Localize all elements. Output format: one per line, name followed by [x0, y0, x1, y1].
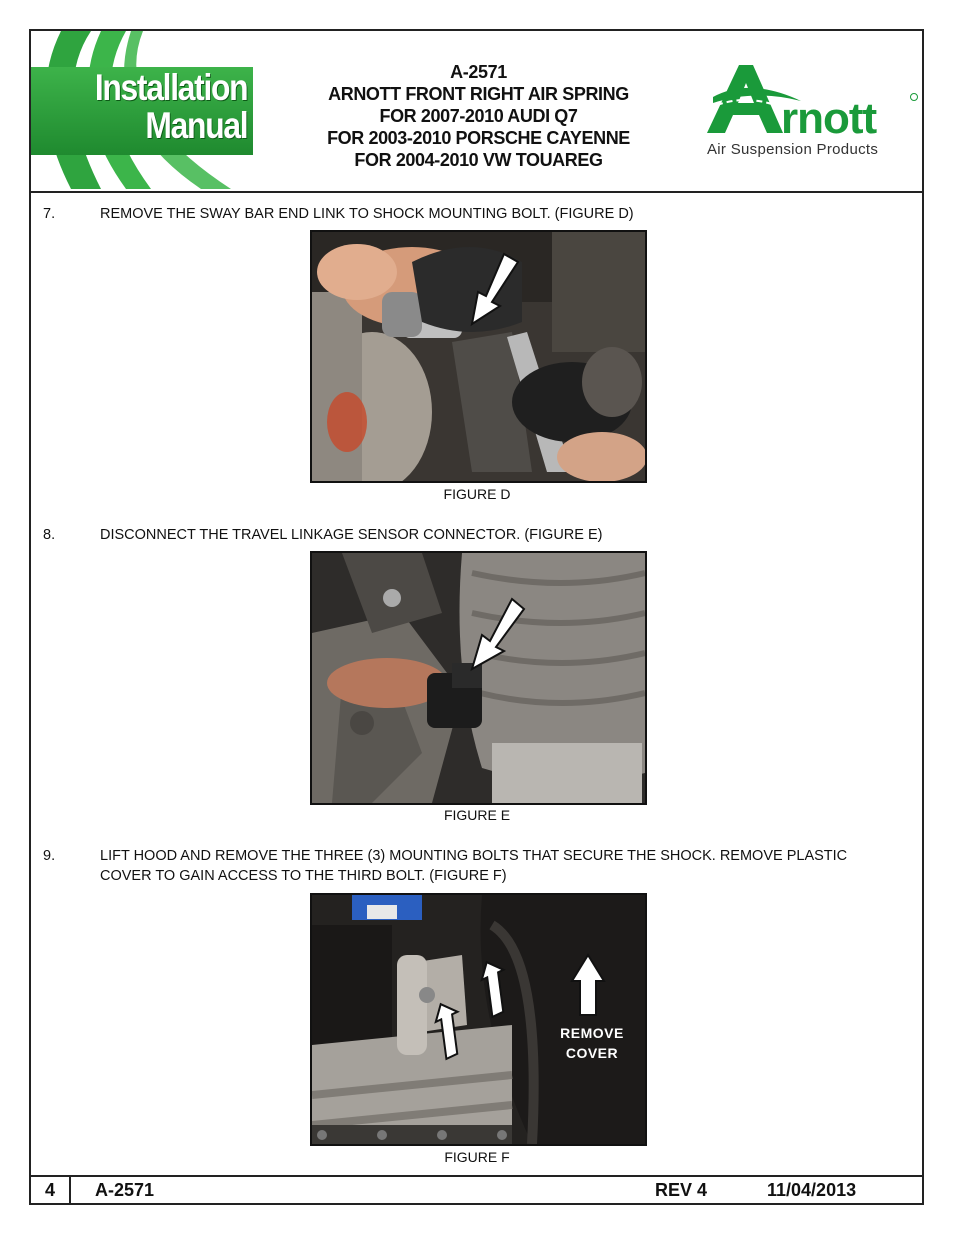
step-text: REMOVE THE SWAY BAR END LINK TO SHOCK MOUNTING BOLT. (FIGURE D) [100, 206, 634, 222]
page-number: 4 [31, 1177, 71, 1203]
title-line: ARNOTT FRONT RIGHT AIR SPRING [328, 84, 629, 104]
logo-tagline: Air Suspension Products [707, 141, 879, 158]
figure-f-photo [310, 893, 647, 1146]
document-title [281, 61, 676, 171]
footer-doc-number: A-2571 [95, 1180, 155, 1200]
title-line: FOR 2003-2010 PORSCHE CAYENNE [327, 128, 630, 148]
badge-line-1: Installation [94, 67, 247, 108]
footer-revision: REV 4 [655, 1180, 708, 1200]
page-footer [31, 1175, 922, 1203]
figure-d-caption: FIGURE D [443, 486, 511, 502]
page-frame [29, 29, 924, 1205]
title-line: FOR 2007-2010 AUDI Q7 [379, 106, 578, 126]
figure-d-photo [310, 230, 647, 483]
step-text: DISCONNECT THE TRAVEL LINKAGE SENSOR CONNECTOR. (FIGURE E) [100, 527, 603, 543]
arnott-logo-mark [705, 57, 920, 147]
figure-f-caption: FIGURE F [444, 1149, 510, 1165]
badge-title [95, 69, 247, 145]
arnott-logo [705, 57, 920, 167]
page-header [31, 31, 922, 193]
logo-word-text: rnott [781, 94, 877, 143]
title-line: FOR 2004-2010 VW TOUAREG [354, 150, 603, 170]
installation-manual-badge [31, 31, 261, 189]
badge-line-2: Manual [145, 105, 247, 146]
figure-e-caption: FIGURE E [443, 807, 511, 823]
step-number: 8. [43, 527, 56, 543]
step-number: 7. [43, 206, 56, 222]
overlay-line: REMOVE [560, 1025, 624, 1041]
step-text: LIFT HOOD AND REMOVE THE THREE (3) MOUNTING BOLTS THAT SECURE THE SHOCK. REMOVE PLASTIC COVER TO GAIN ACCESS TO THE THIRD BOLT. (FIGURE F) [100, 848, 848, 884]
figure-e-photo [310, 551, 647, 805]
footer-date: 11/04/2013 [767, 1180, 857, 1200]
title-line: A-2571 [450, 62, 507, 82]
remove-cover-label [552, 1023, 632, 1063]
step-number: 9. [43, 848, 56, 864]
overlay-line: COVER [565, 1045, 619, 1061]
